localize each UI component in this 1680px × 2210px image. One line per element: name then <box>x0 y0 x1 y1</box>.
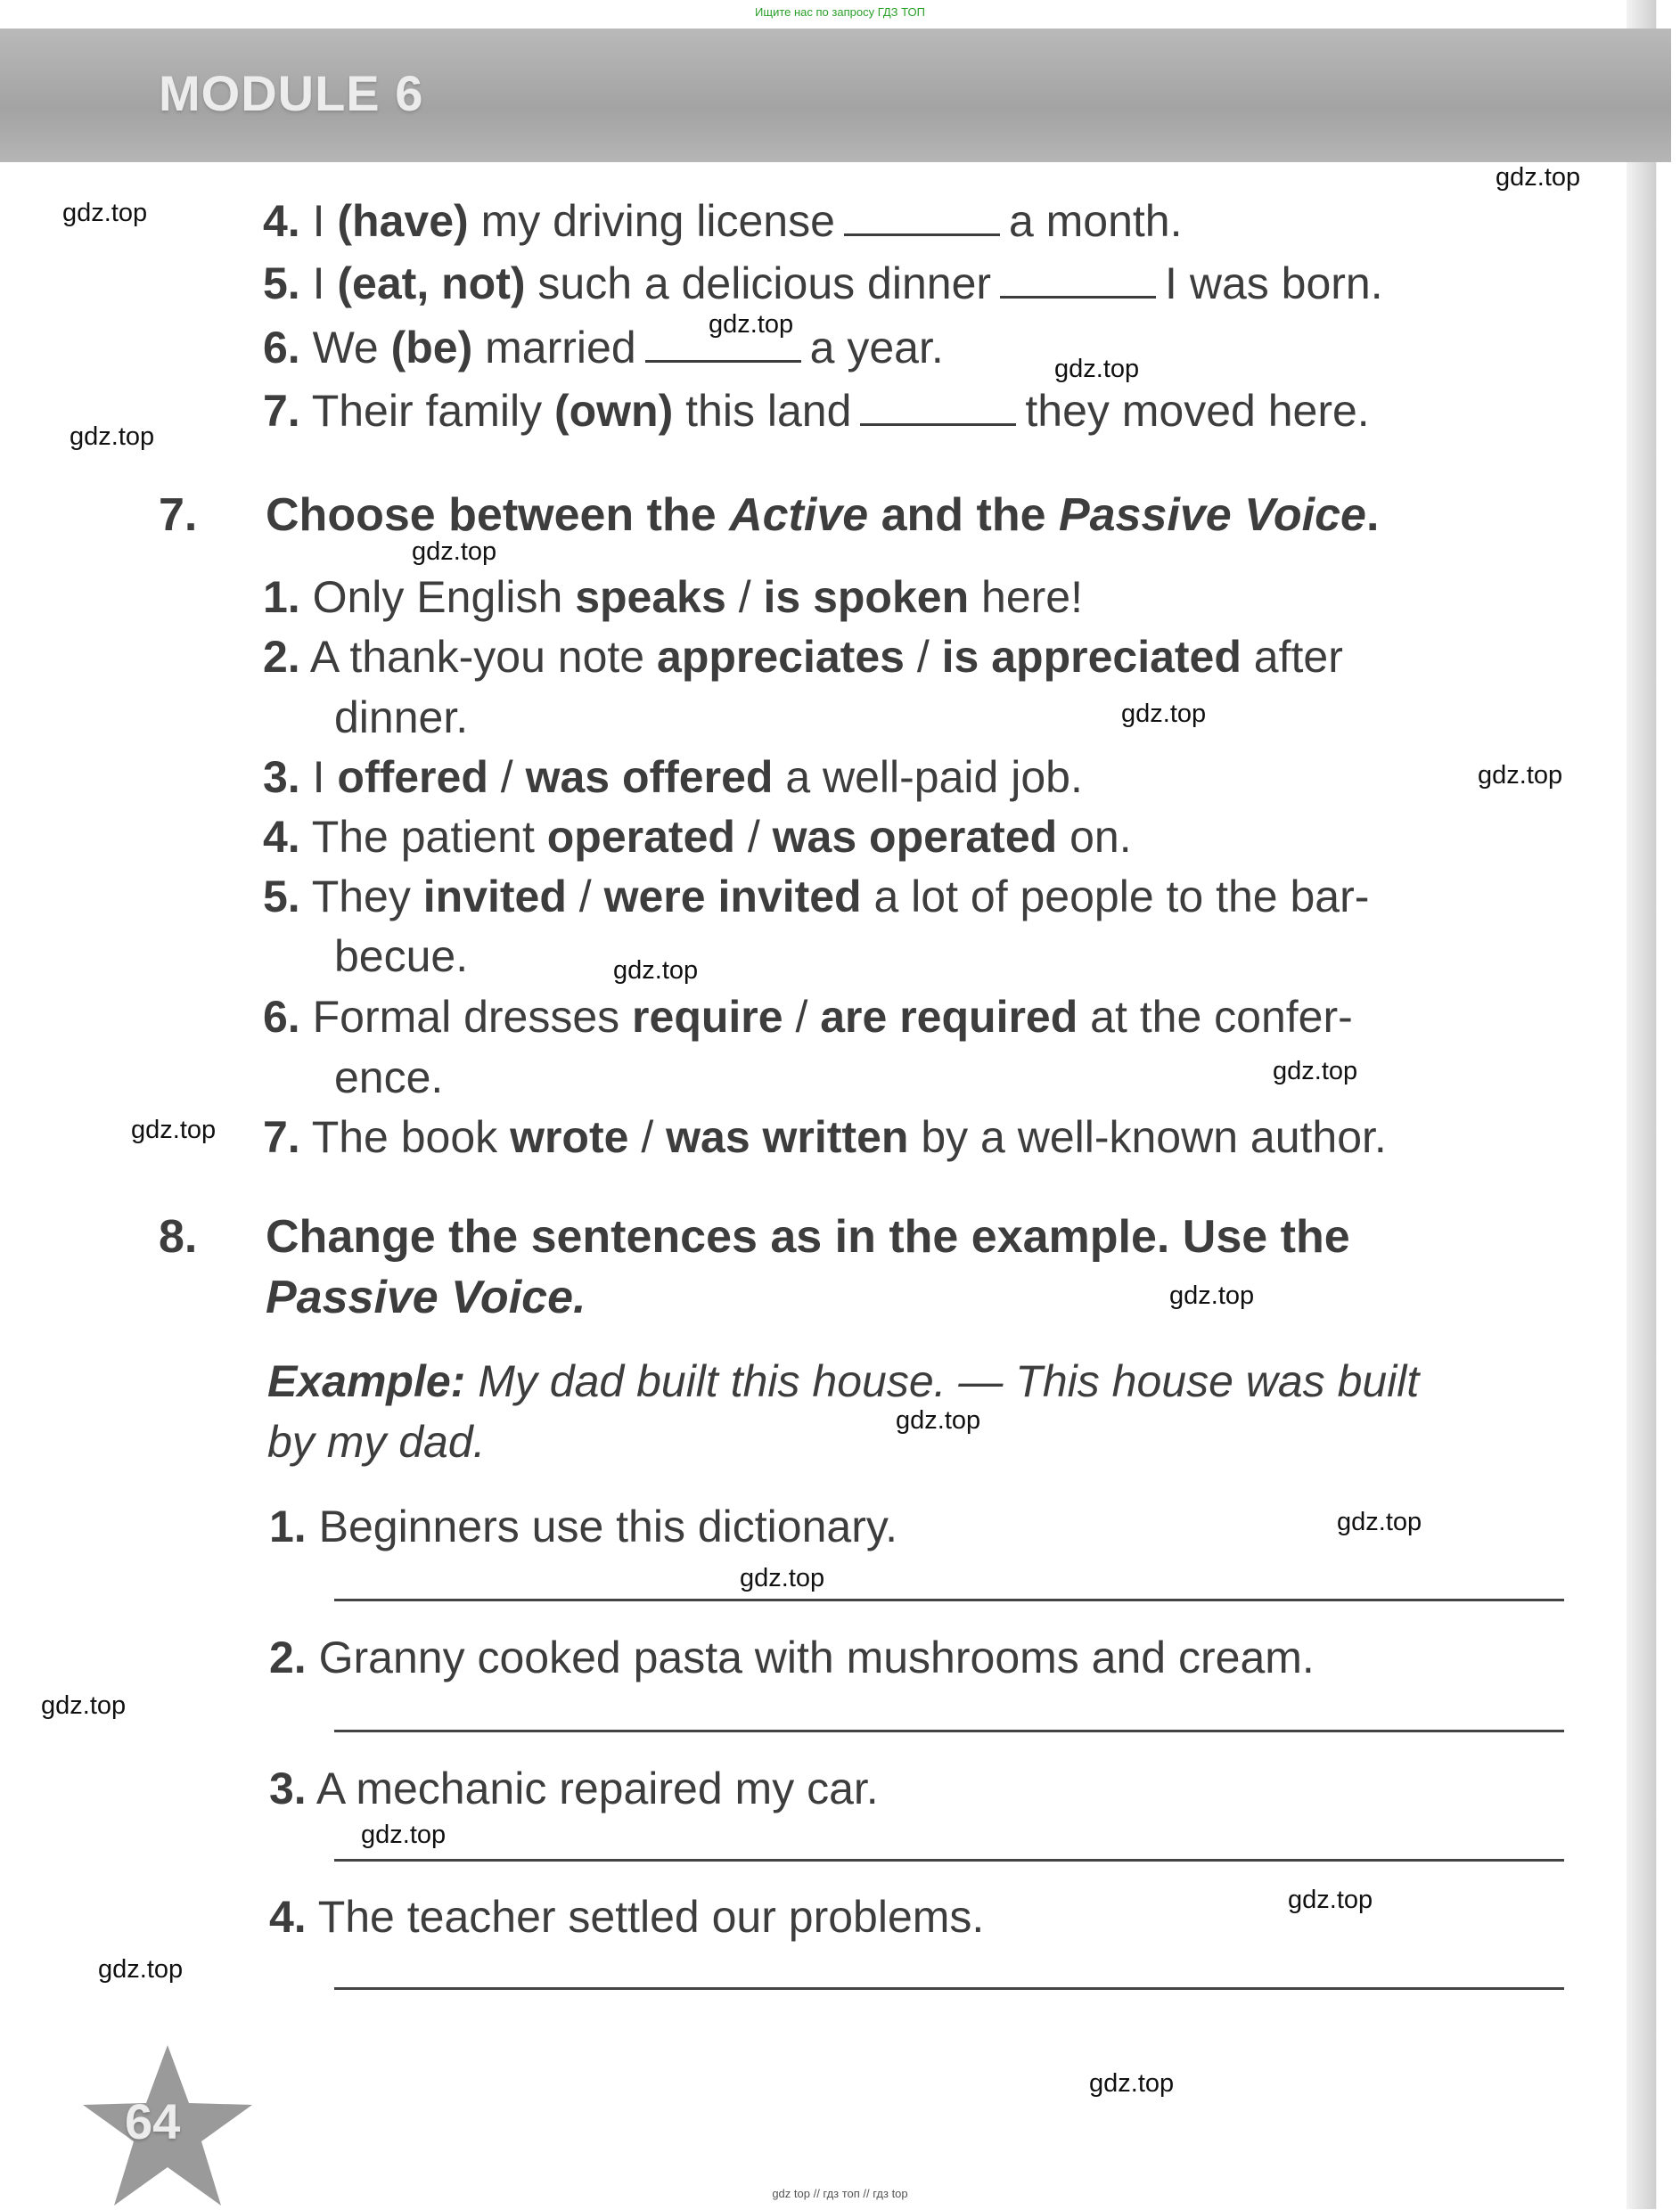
watermark: gdz.top <box>131 1116 217 1144</box>
watermark: gdz.top <box>1496 163 1581 192</box>
watermark: gdz.top <box>1337 1508 1422 1536</box>
watermark: gdz.top <box>98 1955 184 1984</box>
task7-item-2: 2. A thank-you note appreciates / is appreciated after <box>263 632 1343 682</box>
answer-line-3[interactable] <box>334 1859 1564 1862</box>
task8-item-2: 2. Granny cooked pasta with mushrooms and cream. <box>269 1633 1315 1682</box>
task-7-number: 7. <box>159 489 198 541</box>
watermark: gdz.top <box>1121 700 1207 728</box>
example-line-1: Example: My dad built this house. — This house was built <box>267 1356 1420 1406</box>
task7-item-6-continuation: ence. <box>334 1052 444 1102</box>
task-8-title-line-1: Change the sentences as in the example. Use the <box>266 1211 1350 1263</box>
watermark: gdz.top <box>1169 1281 1255 1310</box>
option-passive[interactable]: was written <box>666 1112 909 1162</box>
module-title: MODULE 6 <box>159 65 424 121</box>
option-passive[interactable]: was offered <box>525 752 774 802</box>
watermark: gdz.top <box>70 422 155 451</box>
task-7-title: Choose between the Active and the Passive Voice. <box>266 489 1380 541</box>
watermark: gdz.top <box>412 537 497 566</box>
prev-item-5: 5. I (eat, not) such a delicious dinner I was born. <box>263 258 1383 308</box>
watermark: gdz.top <box>361 1821 447 1849</box>
option-active[interactable]: require <box>632 992 783 1042</box>
option-passive[interactable]: were invited <box>603 872 862 921</box>
option-passive[interactable]: are required <box>820 992 1078 1042</box>
task8-item-1: 1. Beginners use this dictionary. <box>269 1502 898 1551</box>
option-passive[interactable]: is appreciated <box>941 632 1242 682</box>
task7-item-7: 7. The book wrote / was written by a well-known author. <box>263 1112 1387 1162</box>
task7-item-5-continuation: becue. <box>334 931 469 981</box>
answer-line-2[interactable] <box>334 1730 1564 1732</box>
task7-item-5: 5. They invited / were invited a lot of people to the bar- <box>263 872 1370 921</box>
prev-item-6: 6. We (be) married a year. <box>263 323 944 372</box>
option-passive[interactable]: was operated <box>772 812 1058 862</box>
watermark: gdz.top <box>896 1406 981 1435</box>
option-active[interactable]: speaks <box>575 572 726 622</box>
answer-blank[interactable] <box>860 393 1016 426</box>
watermark: gdz.top <box>1273 1057 1358 1085</box>
page-number: 64 <box>125 2093 181 2149</box>
task-8-number: 8. <box>159 1211 198 1263</box>
prev-item-4: 4. I (have) my driving license a month. <box>263 196 1183 246</box>
task-8-title-line-2: Passive Voice. <box>266 1272 586 1323</box>
answer-line-4[interactable] <box>334 1987 1564 1990</box>
option-active[interactable]: invited <box>422 872 567 921</box>
option-passive[interactable]: is spoken <box>763 572 970 622</box>
watermark: gdz.top <box>1288 1886 1373 1914</box>
page-edge-shadow <box>1627 0 1680 2209</box>
watermark: gdz.top <box>613 956 699 985</box>
task8-item-3: 3. A mechanic repaired my car. <box>269 1764 879 1813</box>
watermark: gdz.top <box>1089 2069 1175 2098</box>
option-active[interactable]: wrote <box>510 1112 629 1162</box>
task7-item-6: 6. Formal dresses require / are required at the confer- <box>263 992 1353 1042</box>
example-line-2: by my dad. <box>267 1417 486 1467</box>
task8-item-4: 4. The teacher settled our problems. <box>269 1892 985 1942</box>
bottom-note: gdz top // гдз топ // гдз top <box>772 2187 908 2200</box>
watermark: gdz.top <box>41 1691 127 1720</box>
option-active[interactable]: operated <box>546 812 735 862</box>
answer-line-1[interactable] <box>334 1599 1564 1601</box>
task7-item-2-continuation: dinner. <box>334 692 469 742</box>
option-active[interactable]: appreciates <box>657 632 905 682</box>
task7-item-4: 4. The patient operated / was operated on. <box>263 812 1132 862</box>
watermark: gdz.top <box>1054 355 1140 383</box>
watermark: gdz.top <box>62 199 148 227</box>
top-note: Ищите нас по запросу ГДЗ ТОП <box>755 5 925 19</box>
prev-item-7: 7. Their family (own) this land they moved here. <box>263 386 1370 436</box>
watermark: gdz.top <box>1478 761 1563 790</box>
answer-blank[interactable] <box>844 203 1000 236</box>
watermark: gdz.top <box>709 310 794 339</box>
task7-item-1: 1. Only English speaks / is spoken here! <box>263 572 1083 622</box>
watermark: gdz.top <box>740 1564 825 1592</box>
task7-item-3: 3. I offered / was offered a well-paid job. <box>263 752 1083 802</box>
option-active[interactable]: offered <box>337 752 488 802</box>
answer-blank[interactable] <box>1000 266 1156 299</box>
